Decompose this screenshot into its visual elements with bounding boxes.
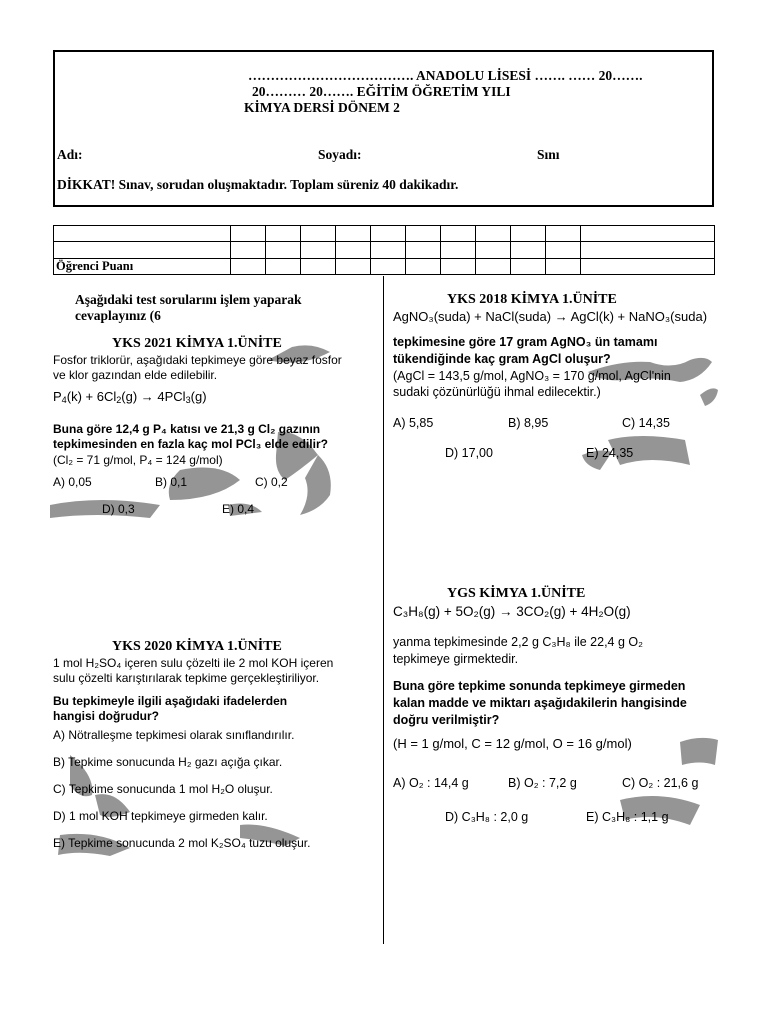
q1-equation xyxy=(53,389,207,404)
header-year-line: 20……… 20……. EĞİTİM ÖĞRETİM YILI xyxy=(252,84,511,99)
q4-option-c[interactable]: C) O₂ : 21,6 g xyxy=(622,776,699,790)
q4-text-line: yanma tepkimesinde 2,2 g C₃H₈ ile 22,4 g O₂ xyxy=(393,635,643,649)
q4-question-line: kalan madde ve miktarı aşağıdakilerin hangisinde xyxy=(393,696,687,710)
student-score-label: Öğrenci Puanı xyxy=(54,258,231,274)
q1-question-line: Buna göre 12,4 g P₄ katısı ve 21,3 g Cl₂ gazının xyxy=(53,422,321,436)
instructions-line: Aşağıdaki test sorularını işlem yaparak xyxy=(75,292,302,307)
q4-text-line: tepkimeye girmektedir. xyxy=(393,652,519,666)
q1-text-line: ve klor gazından elde edilebilir. xyxy=(53,368,218,382)
header-school-line: ………………………………. ANADOLU LİSESİ ……. …… 20……. xyxy=(248,68,643,83)
instructions xyxy=(75,292,302,324)
q1-masses: (Cl₂ = 71 g/mol, P₄ = 124 g/mol) xyxy=(53,453,223,467)
q2-option-d[interactable]: D) 1 mol KOH tepkimeye girmeden kalır. xyxy=(53,809,268,823)
q4-option-a[interactable]: A) O₂ : 14,4 g xyxy=(393,776,469,790)
q3-equation: AgNO₃(suda) + NaCl(suda) → AgCl(k) + NaNO₃(suda) xyxy=(393,309,708,324)
q3-note-line: (AgCl = 143,5 g/mol, AgNO₃ = 170 g/mol, AgCl'nin xyxy=(393,369,671,383)
q2-title: YKS 2020 KİMYA 1.ÜNİTE xyxy=(112,639,282,654)
eq-part: (g) xyxy=(190,389,207,404)
q2-option-b[interactable]: B) Tepkime sonucunda H₂ gazı açığa çıkar. xyxy=(53,755,283,769)
q2-option-a[interactable]: A) Nötralleşme tepkimesi olarak sınıflandırılır. xyxy=(53,728,295,742)
eq-sub: 4 xyxy=(61,395,67,405)
q3-option-a[interactable]: A) 5,85 xyxy=(393,416,434,430)
q1-text-line: Fosfor triklorür, aşağıdaki tepkimeye göre beyaz fosfor xyxy=(53,353,342,367)
q1-title: YKS 2021 KİMYA 1.ÜNİTE xyxy=(112,336,282,351)
q3-option-c[interactable]: C) 14,35 xyxy=(622,416,670,430)
q4-title: YGS KİMYA 1.ÜNİTE xyxy=(447,586,586,601)
q4-question-line: doğru verilmiştir? xyxy=(393,713,500,727)
q3-question-line: tepkimesine göre 17 gram AgNO₃ ün tamamı xyxy=(393,335,658,349)
q2-question-line: Bu tepkimeyle ilgili aşağıdaki ifadelerden xyxy=(53,694,288,708)
eq-sub: 2 xyxy=(116,395,122,405)
q2-text-line: sulu çözelti karıştırılarak tepkime gerçekleştiriliyor. xyxy=(53,671,320,685)
q3-option-b[interactable]: B) 8,95 xyxy=(508,416,549,430)
q3-option-e[interactable]: E) 24,35 xyxy=(586,446,634,460)
eq-part: (g) → 4PCl xyxy=(121,389,186,404)
q2-text-line: 1 mol H₂SO₄ içeren sulu çözelti ile 2 mol KOH içeren xyxy=(53,656,334,670)
name-label: Adı: xyxy=(57,147,83,162)
q4-option-e[interactable]: E) C₃H₈ : 1,1 g xyxy=(586,810,669,824)
header-course-line: KİMYA DERSİ DÖNEM 2 xyxy=(244,100,400,115)
q4-equation: C₃H₈(g) + 5O₂(g) → 3CO₂(g) + 4H₂O(g) xyxy=(393,604,631,619)
surname-label: Soyadı: xyxy=(318,147,362,162)
instructions-line: cevaplayınız (6 xyxy=(75,308,161,323)
q4-question-line: Buna göre tepkime sonunda tepkimeye girmeden xyxy=(393,679,686,693)
q1-option-e[interactable]: E) 0,4 xyxy=(222,502,255,516)
q4-option-b[interactable]: B) O₂ : 7,2 g xyxy=(508,776,577,790)
q1-option-b[interactable]: B) 0,1 xyxy=(155,475,188,489)
q4-option-d[interactable]: D) C₃H₈ : 2,0 g xyxy=(445,810,529,824)
watermark-stroke xyxy=(680,738,718,765)
eq-part: P xyxy=(53,389,62,404)
q1-question-line: tepkimesinden en fazla kaç mol PCl₃ elde edilir? xyxy=(53,437,328,451)
q3-note-line: sudaki çözünürlüğü ihmal edilecektir.) xyxy=(393,385,601,399)
watermark-stroke xyxy=(700,388,718,406)
q1-option-d[interactable]: D) 0,3 xyxy=(102,502,135,516)
q1-option-c[interactable]: C) 0,2 xyxy=(255,475,288,489)
q3-question-line: tükendiğinde kaç gram AgCl oluşur? xyxy=(393,352,611,366)
q2-question-line: hangisi doğrudur? xyxy=(53,709,159,723)
q1-option-a[interactable]: A) 0,05 xyxy=(53,475,92,489)
q3-option-d[interactable]: D) 17,00 xyxy=(445,446,493,460)
class-label: Sını xyxy=(537,147,560,162)
eq-part: (k) + 6Cl xyxy=(66,389,117,404)
q3-title: YKS 2018 KİMYA 1.ÜNİTE xyxy=(447,292,617,307)
exam-notice: DİKKAT! Sınav, sorudan oluşmaktadır. Toplam süreniz 40 dakikadır. xyxy=(57,177,459,192)
q2-option-e[interactable]: E) Tepkime sonucunda 2 mol K₂SO₄ tuzu oluşur. xyxy=(53,836,311,850)
q4-masses: (H = 1 g/mol, C = 12 g/mol, O = 16 g/mol) xyxy=(393,736,632,751)
q2-option-c[interactable]: C) Tepkime sonucunda 1 mol H₂O oluşur. xyxy=(53,782,273,796)
eq-sub: 3 xyxy=(185,395,191,405)
